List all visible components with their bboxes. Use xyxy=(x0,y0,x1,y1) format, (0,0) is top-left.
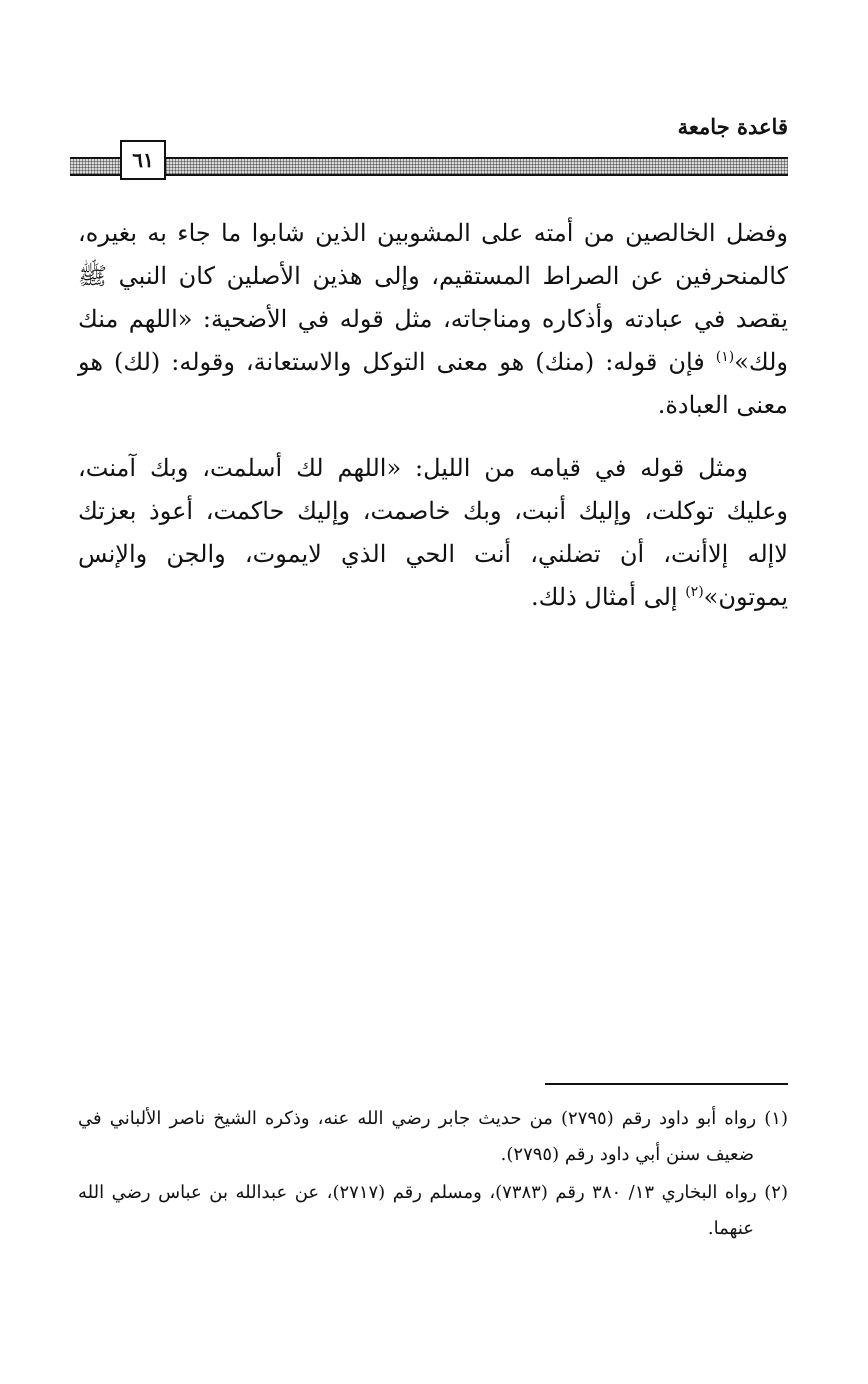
page-number: ٦١ xyxy=(132,148,154,172)
paragraph-1-text-continued: فإن قوله: (منك) هو معنى التوكل والاستعانة، وقوله: (لك) هو معنى العبادة. xyxy=(78,348,788,419)
paragraph-2 xyxy=(78,447,788,619)
header-ornament-band xyxy=(70,157,788,176)
paragraph-2-text-continued: إلى أمثال ذلك. xyxy=(530,583,686,611)
page-number-box xyxy=(120,140,166,180)
paragraph-1-text: وفضل الخالصين من أمته على المشوبين الذين شابوا ما جاء به بغيره، كالمنحرفين عن الصراط المستقيم، وإلى هذين الأصلين كان النبي ﷺ يقصد في عبادته وأذكاره ومناجاته، مثل قوله في الأضحية: «اللهم منك ولك» xyxy=(78,219,788,376)
footnote-1: (١) رواه أبو داود رقم (٢٧٩٥) من حديث جابر رضي الله عنه، وذكره الشيخ ناصر الألباني في ضعيف سنن أبي داود رقم (٢٧٩٥). xyxy=(78,1108,788,1165)
footnotes xyxy=(78,1101,788,1249)
running-title: قاعدة جامعة xyxy=(677,114,788,139)
footnote-ref-2: (٢) xyxy=(685,584,704,600)
paragraph-1 xyxy=(78,212,788,427)
main-text xyxy=(78,212,788,639)
footnote-2: (٢) رواه البخاري ١٣/ ٣٨٠ رقم (٧٣٨٣)، ومسلم رقم (٢٧١٧)، عن عبدالله بن عباس رضي الله عنهما. xyxy=(78,1182,788,1239)
footnote-ref-1: (١) xyxy=(715,349,735,365)
footnote-separator xyxy=(545,1083,788,1085)
paragraph-2-text: ومثل قوله في قيامه من الليل: «اللهم لك أسلمت، وبك آمنت، وعليك توكلت، وإليك أنبت، وبك خاصمت، وإليك حاكمت، أعوذ بعزتك لاإله إلاأنت، أن تضلني، أنت الحي الذي لايموت، والجن والإنس يموتون» xyxy=(78,454,788,611)
